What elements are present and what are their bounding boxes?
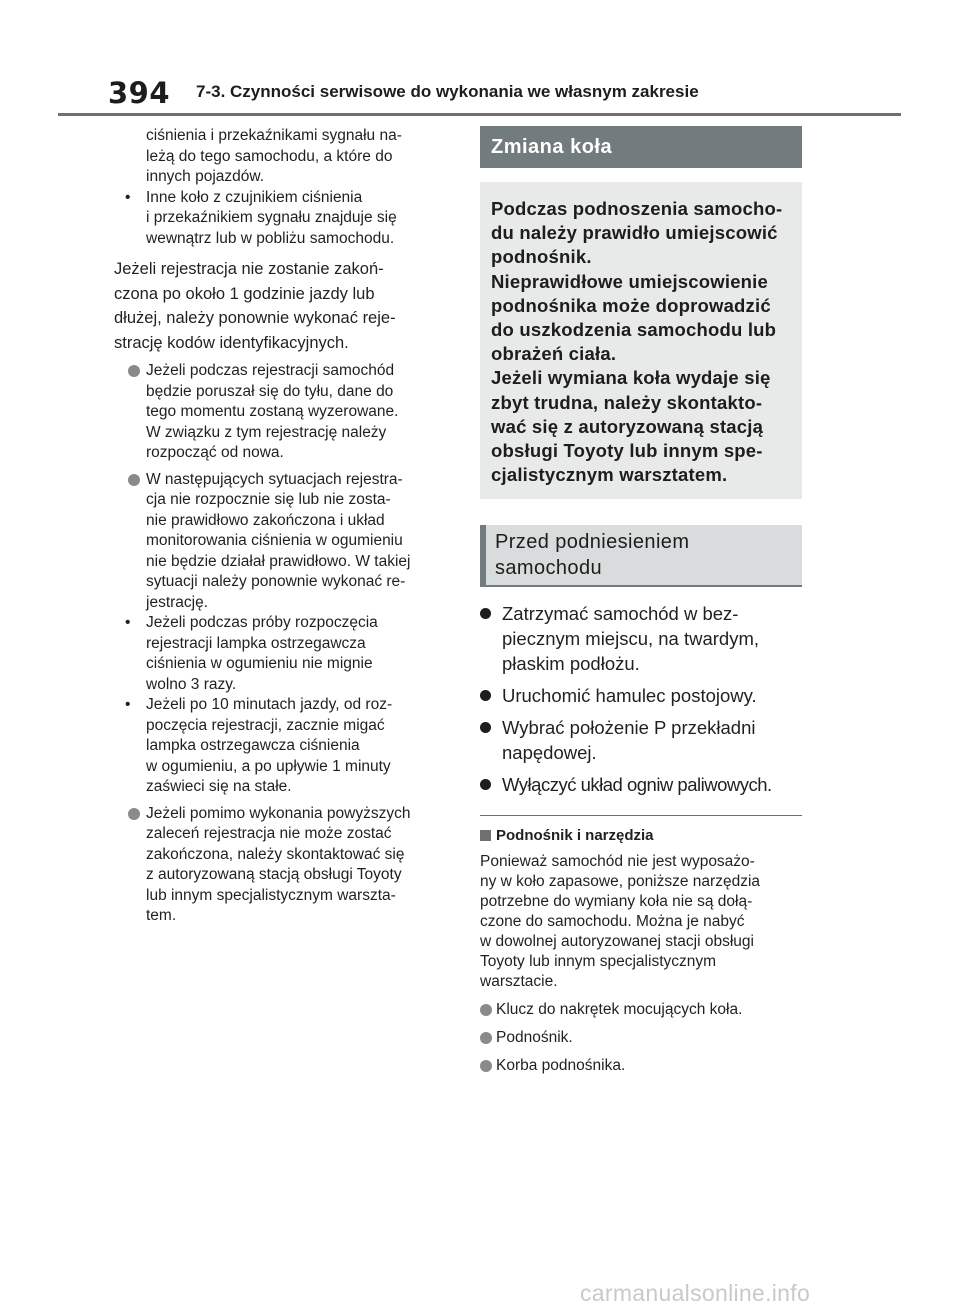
text-line: napędowej. bbox=[502, 742, 597, 764]
page-header bbox=[0, 0, 960, 118]
text-line: jestrację. bbox=[146, 593, 209, 611]
header-divider bbox=[58, 113, 901, 116]
section-banner: Zmiana koła bbox=[480, 126, 802, 168]
text-line: ciśnienia w ogumieniu nie mignie bbox=[146, 655, 373, 672]
text-line: lampka ostrzegawcza ciśnienia bbox=[146, 737, 360, 754]
text-line: cja nie rozpocznie się lub nie zosta- bbox=[146, 491, 391, 508]
text-line: Przed podniesieniem bbox=[495, 531, 690, 554]
text-line: ny w koło zapasowe, poniższe narzędzia bbox=[480, 873, 761, 891]
black-circle-bullet-icon bbox=[480, 690, 491, 701]
text-line: zaleceń rejestracja nie może zostać bbox=[146, 825, 392, 842]
text-line: Wybrać położenie P przekładni bbox=[502, 717, 756, 739]
step-item bbox=[480, 772, 802, 797]
continuation-text bbox=[114, 126, 452, 188]
text-line: Zatrzymać samochód w bez- bbox=[502, 603, 739, 625]
text-line: zbyt trudna, należy skontakto- bbox=[491, 391, 763, 413]
page-number: 394 bbox=[108, 76, 171, 110]
gray-circle-bullet-icon bbox=[480, 1060, 492, 1072]
text-line: rozpocząć od nowa. bbox=[146, 444, 284, 461]
sub-bullet bbox=[114, 695, 452, 798]
text-line: nie prawidłowo zakończona i układ bbox=[146, 511, 385, 529]
tool-item bbox=[480, 1000, 802, 1020]
tools-heading bbox=[480, 826, 802, 846]
text-line: do uszkodzenia samochodu lub bbox=[491, 319, 777, 341]
text-line: z autoryzowaną stacją obsługi Toyoty bbox=[146, 866, 402, 883]
text-line: czona po około 1 godzinie jazdy lub bbox=[114, 284, 375, 303]
text-line: obrażeń ciała. bbox=[491, 343, 617, 365]
list-item bbox=[114, 804, 452, 927]
watermark: carmanualsonline.info bbox=[580, 1280, 811, 1306]
text-line: i przekaźnikiem sygnału znajduje się bbox=[146, 209, 397, 226]
text-line: du należy prawidło umiejscowić bbox=[491, 222, 778, 244]
gray-circle-bullet-icon bbox=[480, 1032, 492, 1044]
text-line: potrzebne do wymiany koła nie są dołą- bbox=[480, 893, 753, 911]
black-circle-bullet-icon bbox=[480, 608, 491, 619]
text-line: tego momentu zostaną wyzerowane. bbox=[146, 403, 399, 420]
list-item bbox=[114, 470, 452, 614]
bullet-dot-icon: • bbox=[125, 614, 131, 631]
text-line: dłużej, należy ponownie wykonać reje- bbox=[114, 309, 396, 327]
paragraph bbox=[114, 257, 452, 355]
gray-circle-bullet-icon bbox=[128, 365, 140, 377]
text-line: Uruchomić hamulec postojowy. bbox=[502, 685, 757, 707]
text-line: Jeżeli pomimo wykonania powyższych bbox=[146, 804, 411, 822]
text-line: Podczas podnoszenia samocho- bbox=[491, 198, 783, 219]
tool-item-label: Klucz do nakrętek mocujących koła. bbox=[496, 1001, 743, 1019]
gray-circle-bullet-icon bbox=[128, 474, 140, 486]
text-line: nie będzie działał prawidłowo. W takiej bbox=[146, 552, 411, 570]
text-line: innych pojazdów. bbox=[146, 168, 265, 185]
step-item bbox=[480, 601, 802, 676]
list-item bbox=[114, 361, 452, 464]
step-item bbox=[480, 683, 802, 708]
text-line: Jeżeli wymiana koła wydaje się bbox=[491, 367, 771, 389]
sub-bullet bbox=[114, 613, 452, 695]
text-line: ciśnienia i przekaźnikami sygnału na- bbox=[146, 127, 402, 144]
text-line: Ponieważ samochód nie jest wyposażo- bbox=[480, 853, 755, 871]
gray-circle-bullet-icon bbox=[480, 1004, 492, 1016]
text-line: piecznym miejscu, na twardym, bbox=[502, 628, 760, 650]
text-line: płaskim podłożu. bbox=[502, 653, 640, 675]
warning-box bbox=[480, 182, 802, 499]
right-column bbox=[480, 126, 802, 1076]
tool-item bbox=[480, 1056, 802, 1076]
black-circle-bullet-icon bbox=[480, 722, 491, 733]
text-line: leżą do tego samochodu, a które do bbox=[146, 147, 393, 165]
text-line: Jeżeli po 10 minutach jazdy, od roz- bbox=[146, 696, 393, 713]
text-line: Jeżeli rejestracja nie zostanie zakoń- bbox=[114, 260, 384, 278]
text-line: wolno 3 razy. bbox=[146, 675, 237, 693]
text-line: Nieprawidłowe umiejscowienie bbox=[491, 270, 769, 292]
text-line: podnośnik. bbox=[491, 246, 592, 268]
tool-item-label: Podnośnik. bbox=[496, 1029, 573, 1047]
text-line: zakończona, należy skontaktować się bbox=[146, 845, 405, 863]
left-column bbox=[114, 126, 452, 927]
tools-heading-text: Podnośnik i narzędzia bbox=[496, 827, 654, 845]
tools-description bbox=[480, 852, 802, 992]
text-line: Jeżeli podczas rejestracji samochód bbox=[146, 362, 395, 379]
text-line: warsztacie. bbox=[480, 973, 558, 991]
text-line: sytuacji należy ponownie wykonać re- bbox=[146, 573, 406, 590]
subheading bbox=[480, 525, 802, 587]
text-line: tem. bbox=[146, 907, 177, 924]
text-line: Toyoty lub innym specjalistycznym bbox=[480, 953, 717, 971]
text-line: Wyłączyć układ ogniw paliwowych. bbox=[502, 774, 772, 796]
black-circle-bullet-icon bbox=[480, 779, 491, 790]
text-line: obsługi Toyoty lub innym spe- bbox=[491, 440, 763, 462]
text-line: lub innym specjalistycznym warszta- bbox=[146, 886, 396, 904]
text-line: samochodu bbox=[495, 557, 602, 580]
text-line: czone do samochodu. Można je nabyć bbox=[480, 913, 745, 931]
step-item bbox=[480, 715, 802, 765]
text-line: podnośnika może doprowadzić bbox=[491, 294, 771, 316]
bullet-dot-icon: • bbox=[125, 696, 131, 713]
text-line: w ogumieniu, a po upływie 1 minuty bbox=[146, 757, 391, 775]
text-line: poczęcia rejestracji, zacznie migać bbox=[146, 716, 385, 734]
text-line: będzie poruszał się do tyłu, dane do bbox=[146, 382, 394, 400]
text-line: monitorowania ciśnienia w ogumieniu bbox=[146, 532, 403, 549]
gray-circle-bullet-icon bbox=[128, 808, 140, 820]
sub-bullet bbox=[114, 188, 452, 250]
text-line: strację kodów identyfikacyjnych. bbox=[114, 333, 349, 352]
text-line: rejestracji lampka ostrzegawcza bbox=[146, 634, 366, 652]
tool-item bbox=[480, 1028, 802, 1048]
bullet-dot-icon: • bbox=[125, 188, 131, 206]
text-line: wać się z autoryzowaną stacją bbox=[491, 415, 764, 437]
text-line: W związku z tym rejestrację należy bbox=[146, 423, 387, 441]
text-line: zaświeci się na stałe. bbox=[146, 778, 292, 795]
text-line: Inne koło z czujnikiem ciśnienia bbox=[146, 188, 363, 206]
text-line: w dowolnej autoryzowanej stacji obsługi bbox=[480, 933, 754, 951]
text-line: Jeżeli podczas próby rozpoczęcia bbox=[146, 614, 378, 631]
text-line: wewnątrz lub w pobliżu samochodu. bbox=[146, 229, 395, 247]
section-divider bbox=[480, 815, 802, 816]
square-bullet-icon bbox=[480, 830, 491, 841]
step-list bbox=[480, 601, 802, 797]
section-title: 7-3. Czynności serwisowe do wykonania we własnym zakresie bbox=[196, 82, 699, 101]
tool-item-label: Korba podnośnika. bbox=[496, 1057, 626, 1075]
text-line: cjalistycznym warsztatem. bbox=[491, 464, 728, 486]
text-line: W następujących sytuacjach rejestra- bbox=[146, 470, 403, 488]
